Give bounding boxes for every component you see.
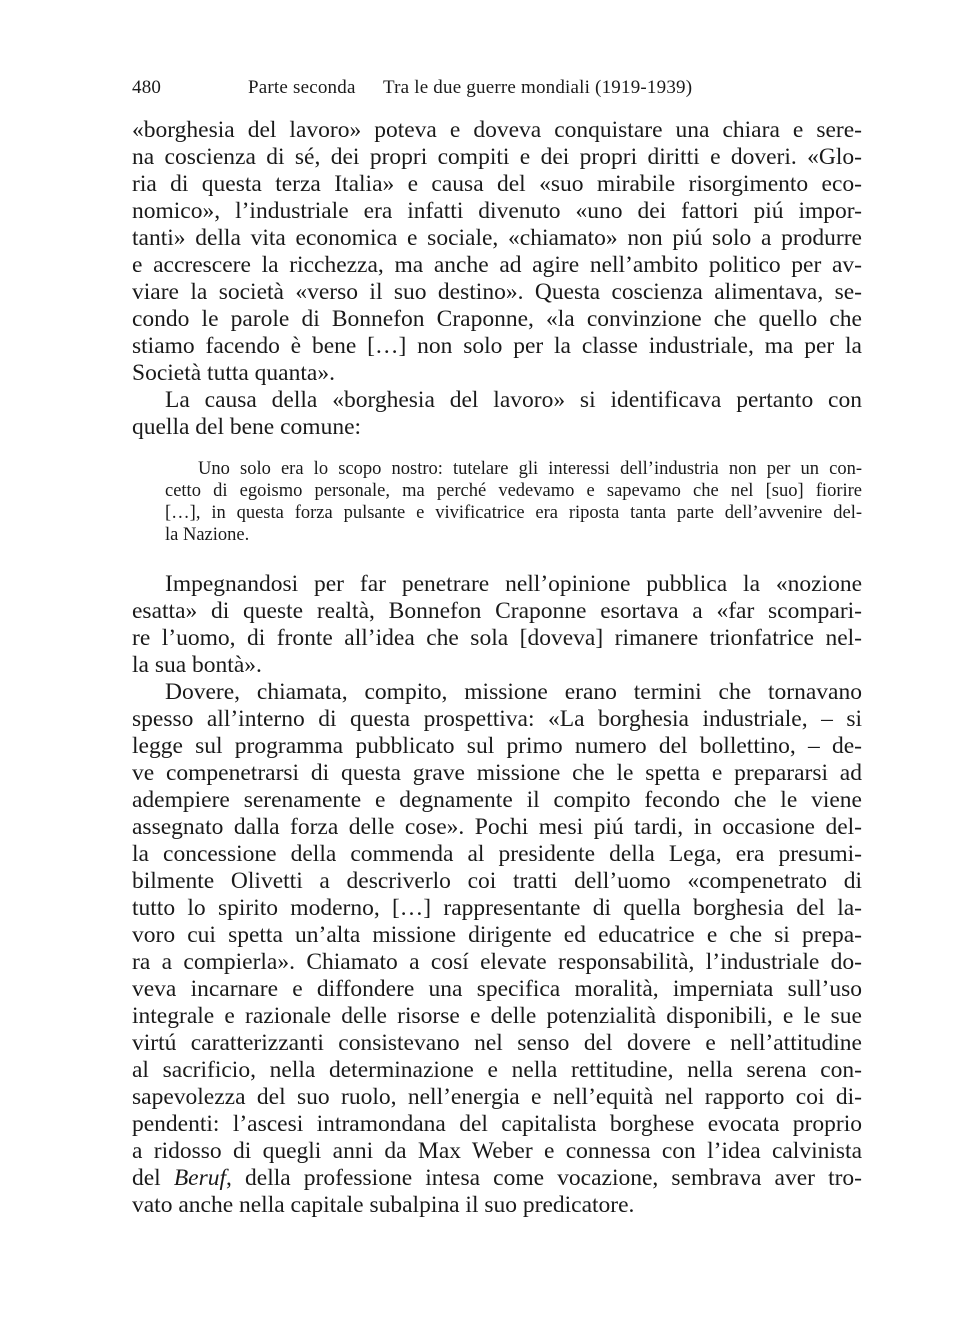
text-fragment: , della professione intesa come vocazione, sembrava aver tro- [226,1165,862,1191]
text-line: legge sul programma pubblicato sul primo numero del bollettino, – de- [132,733,862,759]
running-head [132,76,862,100]
block-quote [132,458,862,546]
text-line: Dovere, chiamata, compito, missione erano termini che tornavano [165,679,862,705]
text-line: tanti» della vita economica e sociale, «chiamato» non piú solo a produrre [132,225,862,251]
text-line: nomico», l’industriale era infatti divenuto «uno dei fattori piú impor- [132,198,862,224]
text-line: re l’uomo, di fronte all’idea che sola [doveva] rimanere trionfatrice nel- [132,625,862,651]
text-line: virtú caratterizzanti consistevano nel senso del dovere e nell’attitudine [132,1030,862,1056]
text-line: spesso all’interno di questa prospettiva: «La borghesia industriale, – si [132,706,862,732]
text-line: veva incarnare e diffondere una specifica moralità, imperniata sull’uso [132,976,862,1002]
text-line: ra a compierla». Chiamato a cosí elevate responsabilità, l’industriale do- [132,949,862,975]
text-line: vato anche nella capitale subalpina il suo predicatore. [132,1192,635,1218]
text-line: na coscienza di sé, dei propri compiti e dei propri diritti e doveri. «Glo- [132,144,862,170]
text-line: tutto lo spirito moderno, […] rappresentante di quella borghesia del la- [132,895,862,921]
text-line: condo le parole di Bonnefon Craponne, «la convinzione che quello che [132,306,862,332]
text-line: «borghesia del lavoro» poteva e doveva conquistare una chiara e sere- [132,117,862,143]
quote-line: cetto di egoismo personale, ma perché vedevamo e sapevamo che nel [suo] fiorire [165,481,862,501]
text-line-with-italic [132,1165,862,1192]
text-line: la concessione della commenda al presidente della Lega, era presumi- [132,841,862,867]
text-line: e accrescere la ricchezza, ma anche ad agire nell’ambito politico per av- [132,252,862,278]
part-label: Parte seconda [248,77,356,98]
paragraph-4 [132,679,862,1219]
quote-line: Uno solo era lo scopo nostro: tutelare gli interessi dell’industria non per un con- [198,459,862,479]
text-line: al sacrificio, nella determinazione e nella rettitudine, nella serena con- [132,1057,862,1083]
running-head-title: Tra le due guerre mondiali (1919-1939) [383,77,693,98]
body-text [132,117,862,1219]
text-line: adempiere serenamente e degnamente il compito fecondo che le viene [132,787,862,813]
text-line: bilmente Olivetti a descriverlo coi tratti dell’uomo «compenetrato di [132,868,862,894]
text-line: assegnato dalla forza delle cose». Pochi mesi piú tardi, in occasione del- [132,814,862,840]
text-line: stiamo facendo è bene […] non solo per la classe industriale, ma per la [132,333,862,359]
text-fragment: del [132,1165,174,1191]
text-line: sapevolezza del suo ruolo, nell’energia e nell’equità nel rapporto coi di- [132,1084,862,1110]
text-line: esatta» di queste realtà, Bonnefon Craponne esortava a «far scompari- [132,598,862,624]
italic-term: Beruf [173,1165,227,1191]
paragraph-1 [132,117,862,387]
text-line: la sua bontà». [132,652,262,678]
text-line: La causa della «borghesia del lavoro» si identificava pertanto con [165,387,862,413]
paragraph-3 [132,571,862,679]
text-line: voro cui spetta un’alta missione dirigente ed educatrice e che si prepa- [132,922,862,948]
paragraph-2 [132,387,862,441]
text-line: Società tutta quanta». [132,360,335,386]
text-line: integrale e razionale delle risorse e delle potenzialità disponibili, e le sue [132,1003,862,1029]
text-line: a ridosso di quegli anni da Max Weber e connessa con l’idea calvinista [132,1138,862,1164]
text-line: Impegnandosi per far penetrare nell’opinione pubblica la «nozione [165,571,862,597]
text-line: quella del bene comune: [132,414,362,440]
text-line: pendenti: l’ascesi intramondana del capitalista borghese evocata proprio [132,1111,862,1137]
quote-line: […], in questa forza pulsante e vivificatrice era riposta tanta parte dell’avvenire del- [165,503,862,523]
quote-line: la Nazione. [165,525,250,545]
text-line: viare la società «verso il suo destino». Questa coscienza alimentava, se- [132,279,862,305]
text-line: ria di questa terza Italia» e causa del «suo mirabile risorgimento eco- [132,171,862,197]
text-line: ve compenetrarsi di questa grave missione che le spetta e prepararsi ad [132,760,862,786]
page-number: 480 [132,77,162,98]
